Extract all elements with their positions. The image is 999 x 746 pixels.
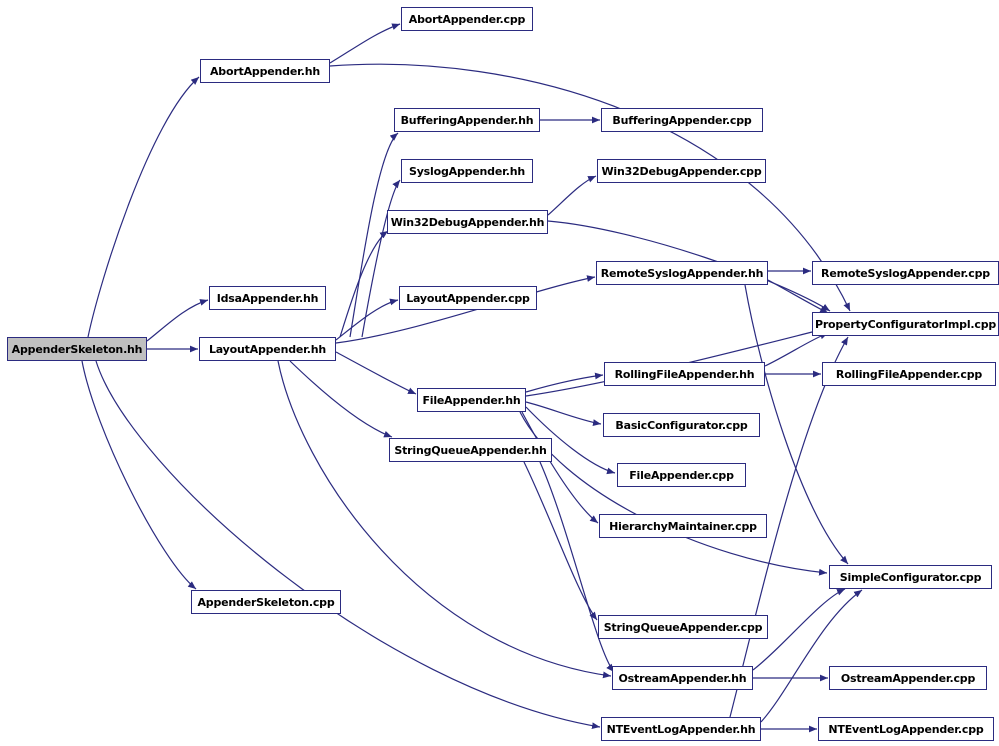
node-label: RemoteSyslogAppender.hh (600, 266, 764, 280)
node-label: LayoutAppender.cpp (406, 291, 530, 305)
node-label: PropertyConfiguratorImpl.cpp (814, 317, 997, 331)
node-propertyconfiguratorimpl-cpp[interactable] (812, 312, 999, 336)
node-bufferingappender-cpp[interactable] (601, 108, 763, 132)
node-label: RollingFileAppender.hh (614, 367, 755, 381)
node-rollingfileappender-cpp[interactable] (822, 362, 996, 386)
node-abortappender-cpp[interactable] (401, 7, 533, 31)
node-stringqueueappender-hh[interactable] (389, 438, 552, 462)
node-label: Win32DebugAppender.hh (390, 215, 545, 229)
node-label: StringQueueAppender.hh (394, 443, 547, 457)
node-win32debugappender-hh[interactable] (387, 210, 548, 234)
node-label: FileAppender.cpp (629, 468, 734, 482)
node-label: FileAppender.hh (422, 393, 521, 407)
node-ostreamappender-cpp[interactable] (829, 666, 987, 690)
node-label: SyslogAppender.hh (408, 164, 526, 178)
node-fileappender-hh[interactable] (417, 388, 526, 412)
node-fileappender-cpp[interactable] (617, 463, 746, 487)
node-label: NTEventLogAppender.cpp (828, 722, 984, 736)
node-remotesyslogappender-hh[interactable] (596, 261, 768, 285)
node-label: AppenderSkeleton.cpp (197, 595, 335, 609)
node-label: RollingFileAppender.cpp (835, 367, 983, 381)
node-label: BufferingAppender.hh (400, 113, 534, 127)
node-label: AbortAppender.cpp (408, 12, 526, 26)
node-remotesyslogappender-cpp[interactable] (812, 261, 999, 285)
node-nteventlogappender-hh[interactable] (601, 717, 761, 741)
node-nteventlogappender-cpp[interactable] (818, 717, 994, 741)
node-ostreamappender-hh[interactable] (612, 666, 753, 690)
node-layoutappender-hh[interactable] (199, 337, 336, 361)
node-label: NTEventLogAppender.hh (606, 722, 756, 736)
node-abortappender-hh[interactable] (200, 59, 330, 83)
node-layoutappender-cpp[interactable] (399, 286, 537, 310)
node-label: HierarchyMaintainer.cpp (609, 519, 757, 533)
node-label: RemoteSyslogAppender.cpp (821, 266, 990, 280)
node-label: OstreamAppender.hh (618, 671, 747, 685)
node-win32debugappender-cpp[interactable] (597, 159, 766, 183)
node-simpleconfigurator-cpp[interactable] (829, 565, 992, 589)
node-label: IdsaAppender.hh (216, 291, 319, 305)
node-label: OstreamAppender.cpp (840, 671, 976, 685)
node-rollingfileappender-hh[interactable] (604, 362, 765, 386)
node-label: LayoutAppender.hh (208, 342, 327, 356)
node-appenderskeleton-cpp[interactable] (191, 590, 341, 614)
node-basicconfigurator-cpp[interactable] (603, 413, 760, 437)
node-label: BufferingAppender.cpp (612, 113, 752, 127)
node-label: BasicConfigurator.cpp (615, 418, 748, 432)
node-syslogappender-hh[interactable] (401, 159, 533, 183)
node-label: AbortAppender.hh (209, 64, 320, 78)
node-appenderskeleton-hh[interactable] (7, 337, 147, 361)
node-idsaappender-hh[interactable] (209, 286, 326, 310)
node-hierarchymaintainer-cpp[interactable] (599, 514, 767, 538)
node-label: StringQueueAppender.cpp (603, 620, 763, 634)
node-label: AppenderSkeleton.hh (11, 342, 143, 356)
node-label: SimpleConfigurator.cpp (839, 570, 982, 584)
node-label: Win32DebugAppender.cpp (601, 164, 762, 178)
node-stringqueueappender-cpp[interactable] (598, 615, 768, 639)
node-bufferingappender-hh[interactable] (394, 108, 540, 132)
